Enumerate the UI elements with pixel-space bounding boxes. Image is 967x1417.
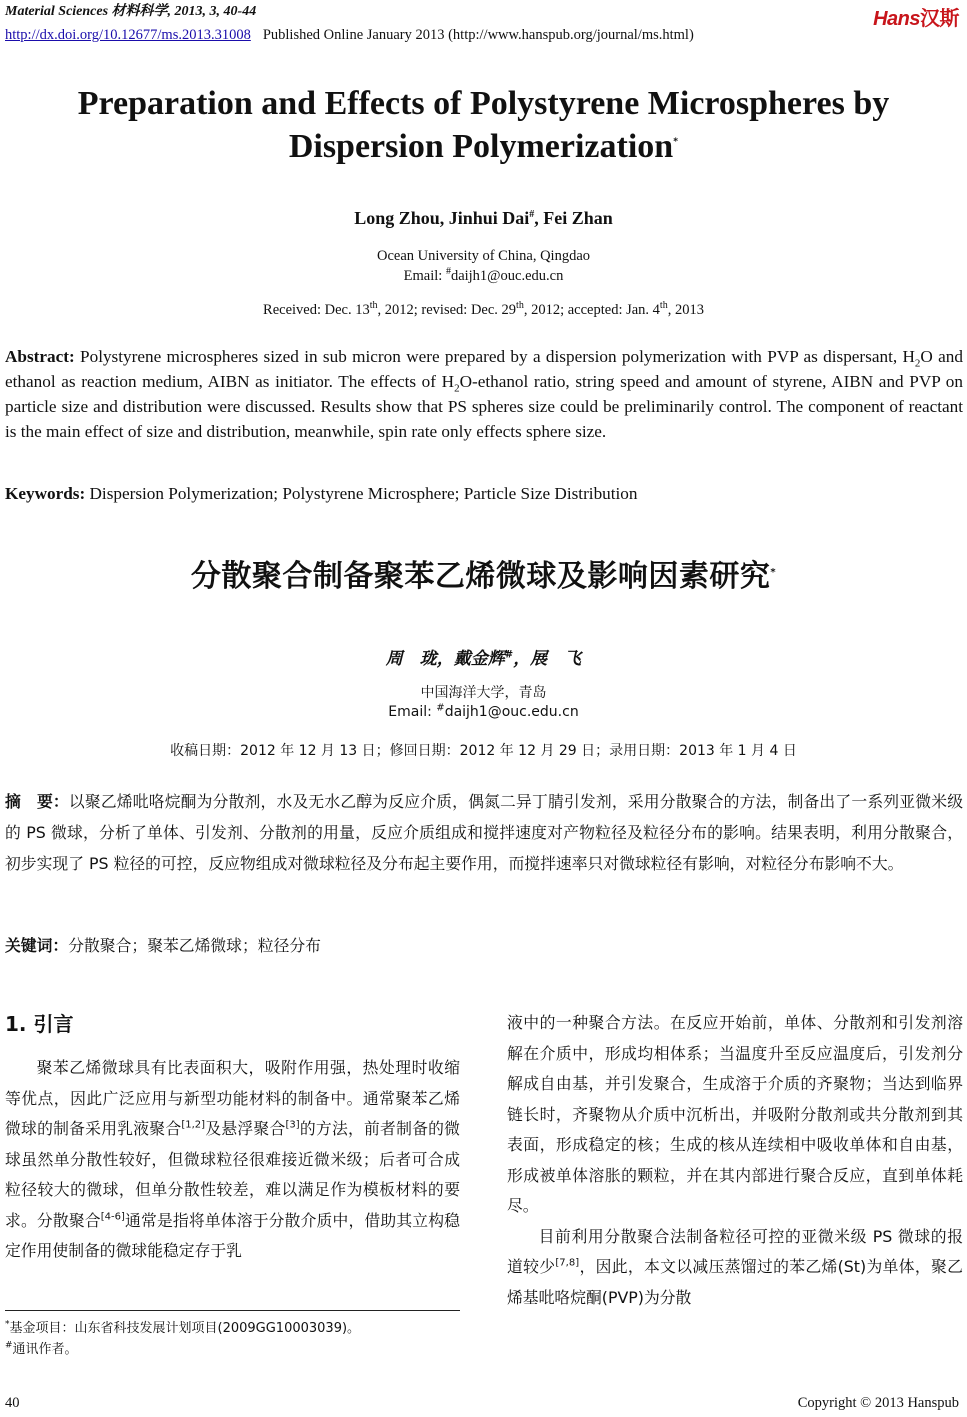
citation[interactable]: [7,8] (555, 1257, 580, 1269)
body-column-right (507, 1008, 963, 1313)
footnotes (5, 1318, 360, 1360)
cn-title: 分散聚合制备聚苯乙烯微球及影响因素研究* (190, 559, 777, 594)
copyright: Copyright © 2013 Hanspub (797, 1395, 959, 1411)
journal-citation: Material Sciences 材料科学, 2013, 3, 40-44 (5, 4, 257, 19)
published-online: Published Online January 2013 (http://www.hanspub.org/journal/ms.html) (262, 27, 694, 43)
received-dates: Received: Dec. 13th, 2012; revised: Dec. 29th, 2012; accepted: Jan. 4th, 2013 (263, 300, 704, 318)
paper-title (0, 82, 967, 168)
cn-title-footnote-mark: * (770, 567, 777, 578)
doi-line (5, 26, 694, 44)
doi-link[interactable]: http://dx.doi.org/10.12677/ms.2013.31008 (5, 27, 251, 43)
paragraph: 液中的一种聚合方法。在反应开始前，单体、分散剂和引发剂溶解在介质中，形成均相体系；当温度升至反应温度后，引发剂分解成自由基，并引发聚合，生成溶于介质的齐聚物；当达到临界链长时，齐聚物从介质中沉析出，并吸附分散剂或共分散剂到其表面，形成稳定的核；生成的核从连续相中吸收单体和自由基，形成被单体溶胀的颗粒，并在其内部进行聚合反应，直到单体耗尽。 (507, 1013, 963, 1215)
affiliation (0, 246, 967, 286)
institution: Ocean University of China, Qingdao (376, 248, 591, 264)
cn-abstract-label: 摘 要： (5, 792, 69, 811)
keywords-en: Keywords: Dispersion Polymerization; Polystyrene Microsphere; Particle Size Distribution (5, 484, 638, 503)
title-line-2: Dispersion Polymerization* (288, 128, 679, 165)
footnote-funding: *基金项目：山东省科技发展计划项目(2009GG10003039)。 (5, 1319, 361, 1336)
abstract-cn: 摘 要：以聚乙烯吡咯烷酮为分散剂，水及无水乙醇为反应介质，偶氮二异丁腈引发剂，采用分散聚合的方法，制备出了一系列亚微米级的 PS 微球，分析了单体、引发剂、分散剂的用量，反应介质组成和搅拌速度对产物粒径及粒径分布的影响。结果表明，利用分散聚合，初步实现了 PS 粒径的可控，反应物组成对微球粒径及分布起主要作用，而搅拌速率只对微球粒径有影响，对粒径分布影响不大。 (5, 792, 963, 873)
footnote-divider (5, 1310, 460, 1311)
keywords-label: Keywords: (5, 484, 86, 503)
paragraph: 聚苯乙烯微球具有比表面积大，吸附作用强，热处理时收缩等优点，因此广泛应用与新型功能材料的制备中。通常聚苯乙烯微球的制备采用乳液聚合[1,2]及悬浮聚合[3]的方法，前者制备的微球虽然单分散性较好，但微球粒径很难接近微米级；后者可合成粒径较大的微球，但单分散性较差，难以满足作为模板材料的要求。分散聚合[4-6]通常是指将单体溶于分散介质中，借助其立构稳定作用使制备的微球能稳定存于乳 (5, 1058, 460, 1260)
publisher-logo (873, 2, 959, 31)
citation[interactable]: [3] (285, 1119, 300, 1131)
email: Email: #daijh1@ouc.edu.cn (403, 266, 564, 284)
cn-authors: 周 珑，戴金辉#，展 飞 (385, 649, 582, 669)
logo-latin: Hans (873, 8, 920, 30)
cn-email: Email: #daijh1@ouc.edu.cn (388, 702, 579, 720)
cn-affiliation (0, 684, 967, 722)
cn-keywords-label: 关键词： (5, 936, 69, 955)
keywords-cn: 关键词：分散聚合；聚苯乙烯微球；粒径分布 (5, 936, 321, 955)
section-heading-introduction: 1. 引言 (5, 1012, 74, 1036)
body-column-left (5, 1053, 460, 1267)
citation[interactable]: [4-6] (100, 1211, 125, 1223)
page-number: 40 (5, 1395, 20, 1411)
corresponding-mark: # (529, 209, 535, 220)
logo-cn: 汉斯 (920, 6, 959, 30)
title-footnote-mark: * (673, 136, 679, 148)
paragraph: 目前利用分散聚合法制备粒径可控的亚微米级 PS 微球的报道较少[7,8]，因此，本文以减压蒸馏过的苯乙烯(St)为单体，聚乙烯基吡咯烷酮(PVP)为分散 (507, 1226, 963, 1307)
citation[interactable]: [1,2] (181, 1119, 206, 1131)
abstract-en: Abstract: Polystyrene microspheres sized in sub micron were prepared by a dispersion polymerization with PVP as dispersant, $H_2O$ and ethanol as reaction medium, AIBN as initiator. The effects of $H_2O$-ethanol ratio, string speed and amount of styrene, AIBN and PVP on particle size and distribution were discussed. Results show that PS spheres size could be preliminarily control. The component of reactant is the main effect of size and distribution, meanwhile, spin rate only effects sphere size. (5, 347, 963, 441)
authors: Long Zhou, Jinhui Dai#, Fei Zhan (354, 208, 613, 228)
abstract-label: Abstract: (5, 347, 75, 366)
footnote-corresponding: #通讯作者。 (5, 1340, 78, 1357)
title-line-1: Preparation and Effects of Polystyrene Microspheres by (77, 85, 890, 122)
cn-received-dates: 收稿日期：2012 年 12 月 13 日；修回日期：2012 年 12 月 29 日；录用日期：2013 年 1 月 4 日 (170, 743, 797, 759)
cn-institution: 中国海洋大学，青岛 (420, 685, 547, 701)
